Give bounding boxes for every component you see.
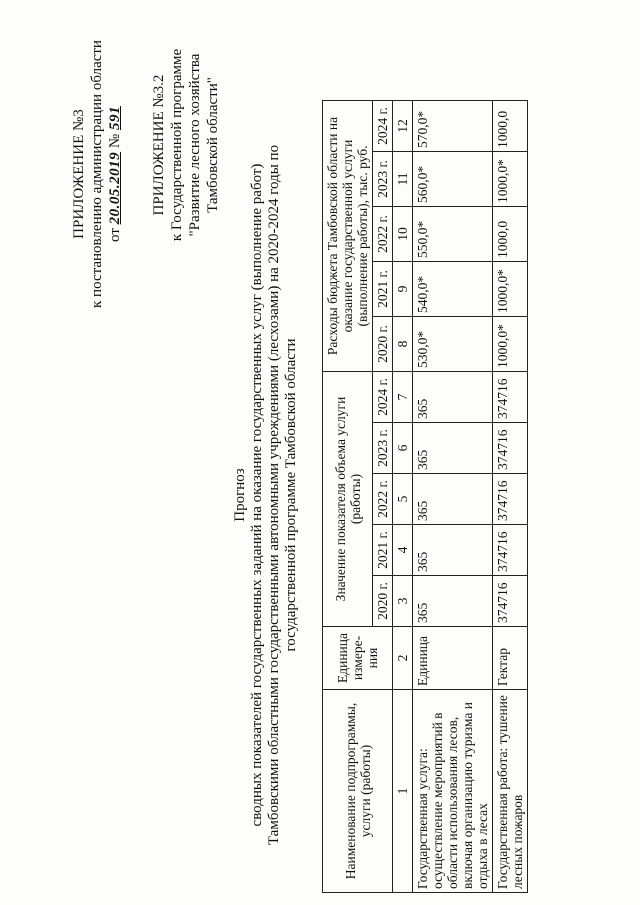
- column-number: 12: [393, 101, 413, 152]
- value-cell: 365: [413, 423, 493, 474]
- year-cell: 2022 г.: [373, 474, 393, 525]
- value-cell: 530,0*: [413, 317, 493, 372]
- program-appendix-header: ПРИЛОЖЕНИЕ №3.2 к Государственной программе "Развитие лесного хозяйства Тамбовской области": [150, 40, 222, 250]
- value-cell: 365: [413, 372, 493, 423]
- unit-cell: Единица: [413, 627, 493, 690]
- value-cell: 365: [413, 474, 493, 525]
- column-number: 3: [393, 576, 413, 627]
- column-number: 7: [393, 372, 413, 423]
- year-cell: 2024 г.: [373, 372, 393, 423]
- header-unit: Единица измере-ния: [323, 627, 393, 690]
- appendix-decree-line: к постановлению администрации области: [89, 40, 105, 308]
- value-cell: 1000,0*: [493, 317, 528, 372]
- appendix-header: [70, 24, 124, 324]
- appendix-date-line: от 20.05.2019 № 591: [107, 106, 123, 242]
- column-number: 4: [393, 525, 413, 576]
- unit-cell: Гектар: [493, 627, 528, 690]
- value-cell: 374716: [493, 474, 528, 525]
- service-name: Государственная работа: тушение лесных пожаров: [493, 690, 528, 893]
- value-cell: 1000,0*: [493, 152, 528, 207]
- year-cell: 2020 г.: [373, 576, 393, 627]
- header-volume: Значение показателя объема услуги (работы): [323, 372, 373, 627]
- value-cell: 550,0*: [413, 207, 493, 262]
- value-cell: 374716: [493, 372, 528, 423]
- value-cell: 1000,0*: [493, 262, 528, 317]
- header-expense: Расходы бюджета Тамбовской области на оказание государственной услуги (выполнение работы), тыс. руб.: [323, 101, 373, 372]
- value-cell: 1000,0: [493, 101, 528, 152]
- value-cell: 560,0*: [413, 152, 493, 207]
- table-row: [493, 101, 528, 893]
- column-number: 5: [393, 474, 413, 525]
- forecast-table: [322, 100, 528, 893]
- program-appendix-title: ПРИЛОЖЕНИЕ №3.2: [151, 74, 167, 216]
- column-number: 11: [393, 152, 413, 207]
- value-cell: 540,0*: [413, 262, 493, 317]
- value-cell: 374716: [493, 576, 528, 627]
- header-name: Наименование подпрограммы, услуги (работы): [323, 690, 393, 893]
- value-cell: 570,0*: [413, 101, 493, 152]
- column-number: 9: [393, 262, 413, 317]
- year-cell: 2022 г.: [373, 207, 393, 262]
- value-cell: 1000,0: [493, 207, 528, 262]
- handwritten-date: 20.05.2019: [107, 151, 123, 225]
- year-cell: 2023 г.: [373, 152, 393, 207]
- year-cell: 2020 г.: [373, 317, 393, 372]
- table-row: [413, 101, 493, 893]
- value-cell: 374716: [493, 525, 528, 576]
- column-number: 10: [393, 207, 413, 262]
- column-number: 6: [393, 423, 413, 474]
- title-heading: Прогноз: [232, 468, 248, 522]
- value-cell: 365: [413, 576, 493, 627]
- service-name: Государственная услуга: осуществление мероприятий в области использования лесов, включая организацию туризма и отдыха в лесах: [413, 690, 493, 893]
- handwritten-number: 591: [107, 106, 123, 131]
- table-number-row: [393, 101, 413, 893]
- year-cell: 2024 г.: [373, 101, 393, 152]
- year-cell: 2021 г.: [373, 525, 393, 576]
- value-cell: 365: [413, 525, 493, 576]
- appendix-title: ПРИЛОЖЕНИЕ №3: [71, 109, 87, 239]
- table-header-row: [323, 101, 373, 893]
- value-cell: 374716: [493, 423, 528, 474]
- column-number: 8: [393, 317, 413, 372]
- column-number: 1: [393, 690, 413, 893]
- year-cell: 2021 г.: [373, 262, 393, 317]
- column-number: 2: [393, 627, 413, 690]
- document-title: Прогноз сводных показателей государственных заданий на оказание государственных услуг (выполнение работ) Тамбовскими областными государственными автономными учреждениями (лесхозами) на 2020-2024 годы по государственной программе Тамбовской области: [232, 115, 300, 875]
- year-cell: 2023 г.: [373, 423, 393, 474]
